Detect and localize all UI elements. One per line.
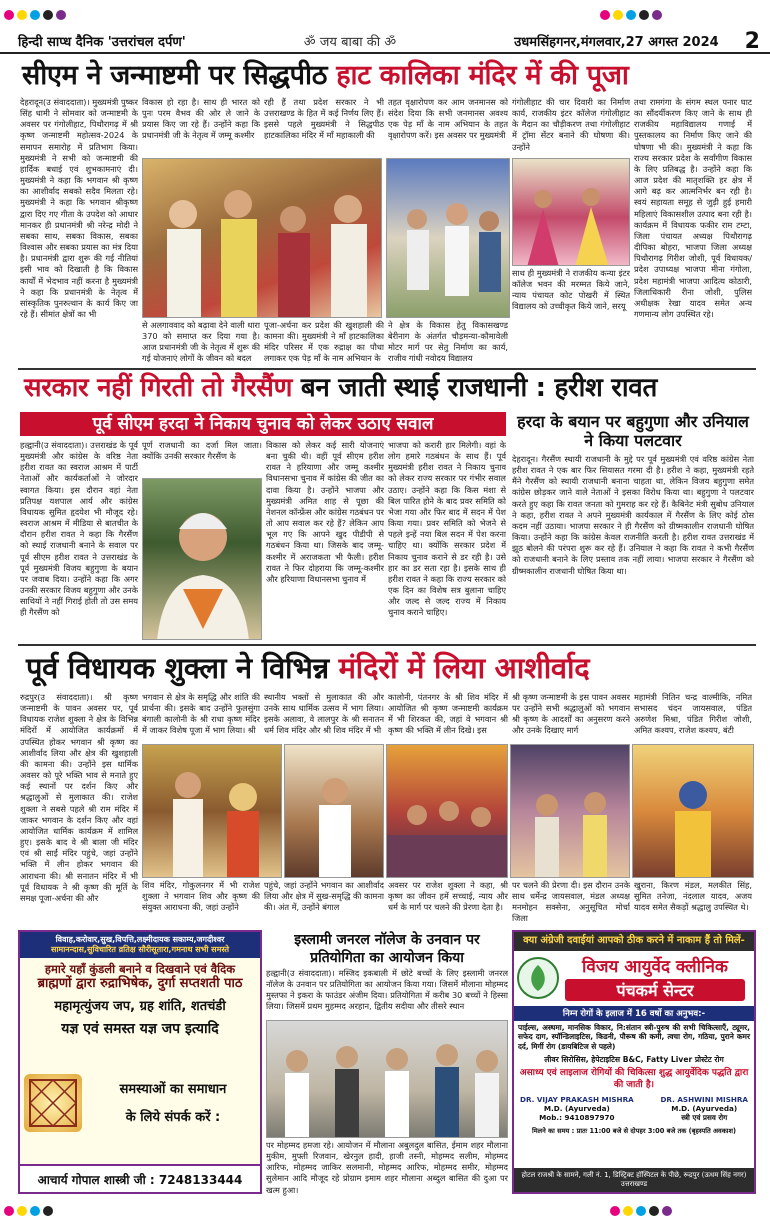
story3-col5b: पर चलने की प्रेरणा दी। इस दौरान उनके साथ धर्मेन्द्र जायसवाल, मंडल अध्यक्ष मनमोहन सक्सेना, अनुसूचित मोर्चा जिला xyxy=(512,880,630,924)
story1-headline-part-a: सीएम ने जन्माष्टमी पर सिद्धपीठ xyxy=(22,60,328,91)
story3-headline-part-a: पूर्व विधायक शुक्ला ने विभिन्न xyxy=(26,651,329,685)
doctor1-name: DR. VIJAY PRAKASH MISHRA xyxy=(520,1094,634,1104)
story1-col4b: ने क्षेत्र के विकास हेतु विकासखण्ड बेरीनाग के अंतर्गत चौड़मन्या-कौमावेली मोटर मार्ग पर सेतु निर्माण का कार्य, राजीव गांधी नवोदय विद्यालय xyxy=(388,320,508,364)
story2-headline-part-b: बन जाती स्थाई राजधानी : हरीश रावत xyxy=(300,373,657,403)
story2-col2a: पूर्ण राजधानी का दर्जा मिल जाता। क्योंकि उनकी सरकार गैरसैंण के xyxy=(142,440,262,462)
story1-col3a: रही हैं तथा प्रदेश सरकार ने भी उत्तराखण्ड के हित में कई निर्णय लिए हैं। इससे पहले मुख्यमंत्री ने सिद्धपीठ हाटकालिका मंदिर में माँ महाकाली की xyxy=(264,97,384,141)
story1-photo-left xyxy=(142,158,382,318)
gathering-illustration xyxy=(387,745,508,878)
story3-photo-1 xyxy=(142,744,282,878)
story1-headline-part-b: हाट कालिका मंदिर में की पूजा xyxy=(336,60,629,91)
story3-headline-part-b: मंदिरों में लिया आशीर्वाद xyxy=(338,651,590,685)
ad2-tagline-top: क्या अंग्रेजी दवाईयां आपको ठीक करने में नाकाम हैं तो मिलें- xyxy=(514,932,754,951)
worship-illustration xyxy=(285,745,384,878)
ad1-line6: के लिये संपर्क करें : xyxy=(125,1110,221,1125)
doctor2-name: DR. ASHWINI MISHRA xyxy=(660,1094,748,1104)
story1-col4a: तहत वृक्षारोपण कर आम जनमानस को संदेश दिया कि सभी जनमानस अवश्य एक पेड़ माँ के नाम अभियान के तहत वृक्षारोपण करें। इस अवसर पर मुख्यमंत्री xyxy=(388,97,508,141)
story3-col6a: महामंत्री नितिन चन्द्र वाल्मीकि, नमित सभासद चंदन जायसवाल, पंडित अरुणेश मिश्रा, पंडित गिरीश जोशी, अमित कश्यप, राजेश कश्यप, बंटी xyxy=(634,692,752,736)
bottom-registration-strip-right xyxy=(610,1206,672,1216)
clinic-logo-icon xyxy=(517,957,559,999)
story4-caption: पर मोहम्मद हमजा रहे। आयोजन में मौलाना अबुलदुल बासित, ईमाम शहर मौलाना मुकीम, मुफ्ती रिजवान, खेरनुल हादी, हाजी तस्नी, मोहम्मद सलीम, मोहम्मद आरिफ, मोहम्मद जाकिर सलमानी, मोहम्मद आरिफ, मोहम्मद समीर, मोहम्मद सुलेमान आदि मौजूद रहे प्रोग्राम इमाम शहर मौलाना अब्दुल बासित की दुआ पर खत्म हुआ। xyxy=(266,1140,508,1195)
ayurveda-advertisement xyxy=(512,930,756,1194)
story4-photo xyxy=(266,1020,508,1138)
ad2-diseases: पाईल्स, अस्थमा, मानसिक विकार, नि:संतान स्त्री-पुरुष की सभी चिकित्साएँ, ट्यूमर, सफेद दाग, स्पॉन्डिलाइटिस, किडनी, पौरूष की कमी, त्वचा रोग, गठिया, पुराने कमर दर्द, मिर्गी रोग (डायबिटिज से पहले) xyxy=(518,1022,750,1052)
ad1-top2: सामानन्दास,सुविचारित व्रतिक्ष सौरीसूतारा,गमनाथ सभी समस्ते xyxy=(50,945,230,954)
idol-illustration xyxy=(633,745,754,878)
story3-photo-2 xyxy=(284,744,384,878)
ad1-top1: विवाह,करोवार,सुख,विपत्ति,लक्ष्मीदायक सकाम्य,जगदीश्वर xyxy=(55,935,225,944)
dateline: उधमसिंहगनर,मंगलवार,27 अगस्त 2024 xyxy=(514,35,719,50)
story2-photo-harish-rawat xyxy=(142,478,262,640)
masthead-center: ॐ जय बाबा की ॐ xyxy=(303,35,397,50)
story2-side-body: देहरादून। गैरसैंण स्थायी राजधानी के मुद्दे पर पूर्व मुख्यमंत्री एवं वरिष्ठ कांग्रेस नेता हरीश रावत ने एक बार फिर सियासत गरमा दी है। हरीश ने कहा, मुख्यमंत्री रहते मैंने गैरसैंण को स्थायी राजधानी बनाना चाहता था, लेकिन विजय बहुगुणा समेत कांग्रेस छोड़कर जाने वाले नेताओं ने इसका विरोध किया था। बहुगुणा ने पलटवार करते हुए कहा कि रावत जनता को गुमराह कर रहे हैं। कैबिनेट मंत्री सुबोध उनियाल ने कहा, हरीश रावत ने अपने मुख्यमंत्री कार्यकाल में गैरसैंण के लिए कोई ठोस कदम नहीं उठाया। भाजपा सरकार ने ही गैरसैंण को ग्रीष्मकालीन राजधानी घोषित किया। उन्होंने कहा कि कांग्रेस केवल राजनीति करती है। हरीश रावत उत्तराखंड में झूठ बोलने की परंपरा शुरू कर रहे हैं। उनियाल ने कहा कि रावत ने कभी गैरसैंण को राजधानी बनाने के लिए प्रस्ताव तक नहीं लाया। भाजपा सरकार ने गैरसैंण को ग्रीष्मकालीन राजधानी घोषित किया था। xyxy=(512,454,754,576)
story3-col4b: अवसर पर राजेश शुक्ला ने कहा, श्री कृष्ण का जीवन हमें सच्चाई, न्याय और धर्म के मार्ग पर चलने की प्रेरणा देता है। xyxy=(388,880,508,913)
story2-subheadline-bar: पूर्व सीएम हरदा ने निकाय चुनाव को लेकर उठाए सवाल xyxy=(20,412,506,436)
story3-col5a: श्री कृष्ण जन्माष्टमी के इस पावन अवसर पर उन्होंने सभी श्रद्धालुओं को भगवान श्री कृष्ण के आदर्शों का अनुसरण करने और उनके दिखाए मार्ग xyxy=(512,692,630,736)
story3-photo-5 xyxy=(632,744,754,878)
story3-col2a: भगवान से क्षेत्र के समृद्धि और शांति की प्रार्थना की। इसके बाद उन्होंने फुलसुंगा बंगाली कालोनी के श्री राधा कृष्ण मंदिर में जाकर विशेष पूजा में भाग लिया। श्री xyxy=(142,692,260,736)
ad2-address: होटल राजश्री के सामने, गली नं. 1, डिस्ट्रिक्ट हॉस्पिटल के पीछे, रूद्रपुर (ऊधम सिंह नगर) उत्तराखण्ड xyxy=(514,1168,754,1192)
story3-col4a: कालोनी, पंतनगर के श्री शिव मंदिर में आयोजित श्री कृष्ण जन्माष्टमी कार्यक्रम में भी शिरकत की, जहां वे भगवान श्री कृष्ण की भक्ति में लीन दिखे। इस xyxy=(388,692,508,736)
story1-photo-middle xyxy=(386,158,510,318)
crowd-illustration xyxy=(387,159,510,318)
story3-col6b: खुराना, किरण मंडल, मलकीत सिंह, सुमित तनेजा, नंदलाल यादव, अजय यादव समेत सैकड़ों श्रद्धालु उपस्थित थे। xyxy=(634,880,752,913)
story1-col3b: पूजा-अर्चना कर प्रदेश की खुशहाली की कामना की। मुख्यमंत्री ने माँ हाटकालिका मंदिर परिसर में एक रुद्राक्ष का पौधा लगाकर एक पेड़ माँ के नाम अभियान के xyxy=(264,320,384,364)
ad1-topline xyxy=(20,932,260,958)
story1-col5a: गंगोलीहाट की चार दिवारी का निर्माण कार्य, राजकीय इंटर कॉलेज गंगोलीहाट के मैदान का चौड़ीकरण तथा गंगोलीहाट में ट्रॉमा सेंटर बनाने की घोषणा की।उन्होंने xyxy=(512,97,630,152)
story1-headline xyxy=(22,60,629,91)
doctor2-degree: M.D. (Ayurveda) xyxy=(671,1103,738,1113)
story2-col1: हल्द्वानी(उ संवाददाता)। उत्तराखंड के पूर्व मुख्यमंत्री और कांग्रेस के वरिष्ठ नेता हरीश रावत का स्वराज आश्रम में पार्टी नेताओं और कार्यकर्ताओं ने जोरदार स्वागत किया। इस दौरान वहां नेता प्रतिपक्ष यशपाल आर्य और कांग्रेस विधायक सुमित हृदयेश भी मौजूद रहे। स्वराज आश्रम में मीडिया से बातचीत के दौरान हरीश रावत ने कहा कि गैरसैंण को स्थाई राजधानी बनाने के सवाल पर पूर्व सीएम हरीश रावत ने उत्तराखंड के पूर्व मुख्यमंत्री विजय बहुगुणा के बयान पर जवाब दिया। उन्होंने कहा कि अगर उनकी सरकार विजय बहुगुणा और उनके साथियों ने नहीं गिराई होती तो उस समय ही गैरसैंण को xyxy=(20,440,138,618)
story4-body: हल्द्वानी(उ संवाददाता)। मस्जिद इकबाली में छोटे बच्चों के लिए इस्लामी जनरल नॉलेज के उनवान पर प्रतियोगिता का आयोजन किया गया। जिसमें मौलाना मोहम्मद मुस्तफा ने इकरा के फाउंडर अंजीम दिया। प्रतियोगिता में करीब 30 बच्चों ने हिस्सा लिया। जिसमें प्रथम मुहम्मद अरहान, द्वितीय सदीया और तीसरे स्थान xyxy=(266,968,508,1012)
story1-col6: तथा रामगंगा के संगम स्थल पनार घाट का सौंदर्यीकरण किए जाने के साथ ही राजकीय महाविद्यालय गणाई में पुस्तकालय का निर्माण किए जाने की घोषणा भी की। मुख्यमंत्री ने कहा कि राज्य सरकार प्रदेश के सर्वांगीण विकास के लिए प्रतिबद्ध है। उन्होंने कहा कि आज प्रदेश की मातृशक्ति हर क्षेत्र में आगे बढ़ कर आत्मनिर्भर बन रही है। स्वयं सहायता समूह से जुड़ी हुई हमारी महिलाएं विकासशील उत्पाद बना रही है। कार्यक्रम में विधायक फकीर राम टम्टा, जिला पंचायत अध्यक्ष पिथौरागढ़ दीपिका बोहरा, भाजपा जिला अध्यक्ष पिथौरागढ़ गिरीश जोशी, पूर्व विधायक/प्रदेश उपाध्यक्ष भाजपा मीना गंगोला, प्रदेश महामंत्री भाजपा आदित्य कोठारी, जिलाधिकारी रीना जोशी, पुलिस अधीक्षक रेखा यादव समेत अन्य गणमान्य लोग उपस्थित रहे। xyxy=(634,97,752,319)
bottom-registration-strip xyxy=(4,1206,53,1216)
masthead xyxy=(0,30,770,54)
divider xyxy=(18,644,756,646)
ad1-contact: आचार्य गोपाल शास्त्री जी : 7248133444 xyxy=(20,1164,260,1192)
kundli-chart-icon xyxy=(24,1074,82,1132)
page-number: 2 xyxy=(744,28,760,54)
ad1-line1: हमारे यहाँ कुंडली बनाने व दिखवाने एवं वैदिक xyxy=(44,962,236,976)
story3-col2b: शिव मंदिर, गोकुलनगर में भी राजेश शुक्ला ने भगवान शिव और कृष्ण की संयुक्त आराधना की, जहां उन्होंने xyxy=(142,880,260,913)
ad1-line4: यज्ञ एवं समस्त यज्ञ जप इत्यादि xyxy=(61,1020,219,1037)
ad2-experience: निम्न रोगों के इलाज में 16 वर्षो का अनुभव:- xyxy=(514,1006,754,1021)
doctor1-mobile: Mob.: 9410897970 xyxy=(539,1112,615,1122)
astrology-advertisement xyxy=(18,930,262,1194)
divider xyxy=(18,368,756,370)
story1-col2b: से अलगाववाद को बढ़ावा देने वाली धारा 370 को समाप्त कर दिया गया है। आज प्रधानमंत्री जी के नेतृत्व में शुरू की गई योजनाएं लोगों के जीवन को बदल xyxy=(142,320,260,364)
story2-col3: भाजपा को करारी हार मिलेगी। वहां के लोग हमारे गठबंधन के साथ हैं। पूर्व मुख्यमंत्री हरीश रावत ने निकाय चुनाव को लेकर राज्य सरकार पर गंभीर सवाल उठाए। उन्होंने कहा कि किस मंशा से बिल पारित होने के बाद प्रवर समिति को भेजा गया और फिर बाद में सदन में पेश किया गया। प्रवर समिति को भेजने से पहले इन्हें नया बिल सदन में पेश करना चाहिए था। क्योंकि सरकार प्रदेश में निकाय चुनाव कराने से डर रही है। उसे हार का डर सता रहा है। इसके साथ ही हरीश रावत ने कहा कि राज्य सरकार को एक दिन का विशेष सत्र बुलाना चाहिए और जल्द से जल्द राज्य में निकाय चुनाव कराने चाहिए। xyxy=(388,440,506,618)
clinic-subtitle: पंचकर्म सेन्टर xyxy=(565,979,745,1001)
story2-headline-part-a: सरकार नहीं गिरती तो गैरसैंण xyxy=(24,373,293,403)
story3-photo-3 xyxy=(386,744,508,878)
story1-col2a: विकास हो रहा है। साथ ही भारत को पुनः परम वैभव की ओर ले जाने के प्रयास किए जा रहे हैं। उन्होंने कहा कि प्रधानमंत्री जी के नेतृत्व में जम्मू कश्मीर xyxy=(142,97,260,141)
people-illustration xyxy=(143,159,382,318)
story3-photo-4 xyxy=(510,744,630,878)
portrait-illustration xyxy=(143,479,262,640)
clinic-name: विजय आयुर्वेद क्लीनिक xyxy=(582,956,728,977)
story2-col2b: विकास को लेकर कई सारी योजनाएं बना चुकी थी। वहीं पूर्व सीएम हरीश रावत ने हरियाणा और जम्मू कश्मीर विधानसभा चुनाव में कांग्रेस की जीत का दावा किया है। उन्होंने भाजपा और मुख्यमंत्री अमित शाह से पूछा की नेशनल कॉन्फ्रेंस और कांग्रेस गठबंधन पर तो आप सवाल कर रहे हैं? लेकिन आप भूल गए कि आपने खुद पीडीपी से गठबंधन किया था। जिसके बाद जम्मू-कश्मीर में अराजकता भी फैली। हरीश रावत ने फिर दोहराया कि जम्मू-कश्मीर और हरियाणा विधानसभा चुनाव में xyxy=(266,440,384,584)
story1-photo-right xyxy=(512,158,630,266)
dance-illustration xyxy=(513,159,630,266)
story1-col5b: साथ ही मुख्यमंत्री ने राजकीय कन्या इंटर कॉलेज भवन की मरम्मत किये जाने, न्याय पंचायत कोट पोखरी में स्थित विद्यालय को उच्चीकृत किये जाने, सरयू xyxy=(512,268,630,312)
color-registration-strip-right xyxy=(600,10,662,20)
temple-illustration xyxy=(143,745,282,878)
doctor1-degree: M.D. (Ayurveda) xyxy=(543,1103,610,1113)
prize-distribution-illustration xyxy=(267,1021,508,1138)
story2-headline xyxy=(24,374,657,404)
ad2-liver: लीवर सिरोसिस, हेपेटाइटिस B&C, Fatty Liver प्रोस्टेट रोग xyxy=(544,1055,724,1065)
story3-col3a: स्थानीय भक्तों से मुलाकात की और उनके साथ धार्मिक उत्सव में भाग लिया। इसके अलावा, वे लालपुर के श्री सनातन धर्म शिव मंदिर और श्री शिव मंदिर में भी xyxy=(264,692,384,736)
ad1-line3: महामृत्युंजय जप, ग्रह शांति, शतचंडी xyxy=(54,998,226,1014)
story2-side-headline: हरदा के बयान पर बहुगुणा और उनियाल ने किया पलटवार xyxy=(517,412,749,451)
story3-headline xyxy=(26,652,589,685)
paper-name: हिन्दी साप्ध दैनिक 'उत्तरांचल दर्पण' xyxy=(18,35,186,50)
ad1-line5: समस्याओं का समाधान xyxy=(119,1082,227,1097)
story3-col3b: पहुंचे, जहां उन्होंने भगवान का आशीर्वाद लिया और क्षेत्र में सुख-समृद्धि की कामना की। अंत में, उन्होंने बंगाल xyxy=(264,880,384,913)
doctor2-speciality: स्त्री एवं प्रसव रोग xyxy=(681,1112,728,1122)
ad2-tagline-bottom: असाध्य एवं लाइलाज रोगियों की चिकित्सा शुद्ध आयुर्वेदिक पद्धति द्वारा की जाती है। xyxy=(519,1068,749,1090)
ad1-line2: ब्राह्मणों द्वारा रुद्राभिषेक, दुर्गा सप्तशती पाठ xyxy=(37,976,243,992)
story3-col1: रुद्रपुर(उ संवाददाता)। श्री कृष्ण जन्माष्टमी के पावन अवसर पर, पूर्व विधायक राजेश शुक्ला ने क्षेत्र के विभिन्न मंदिरों में आयोजित कार्यक्रमों में उपस्थित होकर भगवान श्री कृष्ण का आशीर्वाद लिया और क्षेत्र की खुशहाली की कामना की। उन्होंने इस धार्मिक अवसर को पूरे भक्ति भाव से मनाते हुए कई स्थानों पर दर्शन किए और श्रद्धालुओं से मुलाकात की। राजेश शुक्ला ने सबसे पहले श्री राम मंदिर में जाकर भगवान के दर्शन किए और वहां आयोजित धार्मिक कार्यक्रम में शामिल हुए। इसके बाद वे श्री बाला जी मंदिर एवं श्री साईं मंदिर पहुंचे, जहां उन्होंने भक्ति में लीन होकर भगवान की आराधना की। श्री सनातन मंदिर में भी पूर्व विधायक ने श्री कृष्ण की मूर्ति के समक्ष पूजा-अर्चना की और xyxy=(20,692,138,903)
devotees-illustration xyxy=(511,745,630,878)
story4-headline: इस्लामी जनरल नॉलेज के उनवान पर प्रतियोगिता का आयोजन किया xyxy=(294,932,480,966)
ad2-timing: मिलने का समय : प्रातः 11:00 बजे से दोपहर 3:00 बजे तक (बृहस्पति अवकाश) xyxy=(532,1126,736,1135)
story1-col1: देहरादून(उ संवाददाता)। मुख्यमंत्री पुष्कर सिंह धामी ने सोमवार को जन्माष्टमी के अवसर पर गंगोलीहाट, पिथौरागढ़ में श्री कृष्ण जन्माष्टमी महोत्सव-2024 के समापन समारोह में प्रतिभाग किया। मुख्यमंत्री ने सभी को जन्माष्टमी की हार्दिक बधाई एवं शुभकामनाएं दी। मुख्यमंत्री ने कहा कि भगवान श्री कृष्ण का आशीर्वाद सबको सदैव मिलता रहे। मुख्यमंत्री ने कहा कि भगवान श्रीकृष्ण द्वारा दिए गए गीता के उपदेश को आधार मानकर ही प्रधानमंत्री श्री नरेन्द्र मोदी ने सबका साथ, सबका विकास, सबका विश्वास और सबका प्रयास का मंत्र दिया है। प्रधानमंत्री द्वारा शुरू की गई नीतियां इसी भाव को दिखाती है कि विकास कार्यों में भेदभाव नहीं करना है मुख्यमंत्री ने कहा कि प्रधानमंत्री के नेतृत्व में सांस्कृतिक पुनरुत्थान के कार्य किए जा रहे हैं। सीमांत क्षेत्रों का भी xyxy=(20,97,138,319)
